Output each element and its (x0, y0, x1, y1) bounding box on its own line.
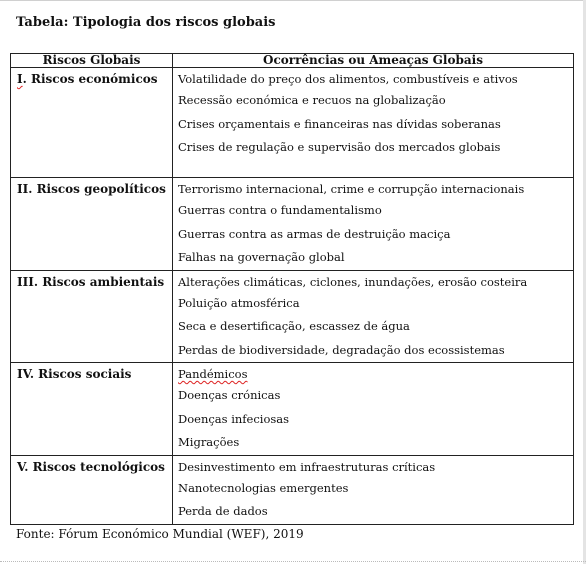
list-item: Alterações climáticas, ciclones, inundações, erosão costeira (178, 274, 528, 289)
list-item: Perda de dados (178, 504, 268, 518)
list-item: Guerras contra as armas de destruição maciça (178, 226, 451, 241)
list-item (178, 364, 573, 384)
items-cell (173, 68, 574, 178)
page-top-border (0, 0, 586, 1)
list-item: Desinvestimento em infraestruturas críticas (178, 459, 436, 474)
list-item: Nanotecnologias emergentes (178, 480, 349, 495)
list-item: Recessão económica e recuos na globalização (178, 93, 446, 107)
items-cell (173, 455, 574, 524)
list-item: Crises orçamentais e financeiras nas dívidas soberanas (178, 116, 501, 131)
list-item: Migrações (178, 435, 240, 449)
category-social: IV. Riscos sociais (17, 367, 132, 381)
category-technological: V. Riscos tecnológicos (17, 459, 165, 474)
header-global-threats: Ocorrências ou Ameaças Globais (173, 54, 574, 68)
list-item: Doenças infeciosas (178, 411, 290, 426)
spellcheck-mark: I (17, 72, 23, 86)
table-row (11, 178, 574, 271)
source-note: Fonte: Fórum Económico Mundial (WEF), 2019 (16, 527, 304, 541)
category-cell (11, 455, 173, 524)
table-row (11, 68, 574, 178)
page-bottom-border (0, 561, 586, 563)
spellcheck-word: Pandémicos (178, 367, 248, 381)
category-economic: I. Riscos económicos (17, 72, 158, 86)
list-item: Crises de regulação e supervisão dos mercados globais (178, 140, 501, 154)
list-item: Falhas na governação global (178, 250, 345, 264)
risk-typology-table (10, 53, 574, 525)
items-cell (173, 178, 574, 271)
list-item: Volatilidade do preço dos alimentos, combustíveis e ativos (178, 72, 518, 86)
header-row (11, 54, 574, 68)
list-item: Terrorismo internacional, crime e corrupção internacionais (178, 182, 525, 196)
table-title: Tabela: Tipologia dos riscos globais (16, 15, 276, 30)
category-geopolitical: II. Riscos geopolíticos (17, 182, 166, 196)
items-cell (173, 270, 574, 363)
table-row (11, 363, 574, 456)
list-item: Seca e desertificação, escassez de água (178, 319, 410, 333)
list-item: Poluição atmosférica (178, 295, 300, 310)
list-item: Doenças crónicas (178, 388, 281, 402)
category-cell (11, 178, 173, 271)
table-row (11, 270, 574, 363)
category-environmental: III. Riscos ambientais (17, 274, 165, 289)
list-item: Perdas de biodiversidade, degradação dos ecossistemas (178, 342, 505, 357)
items-cell (173, 363, 574, 456)
table-row (11, 455, 574, 524)
category-cell (11, 68, 173, 178)
category-cell (11, 270, 173, 363)
list-item: Guerras contra o fundamentalismo (178, 203, 382, 217)
header-global-risks: Riscos Globais (11, 54, 173, 68)
category-cell (11, 363, 173, 456)
